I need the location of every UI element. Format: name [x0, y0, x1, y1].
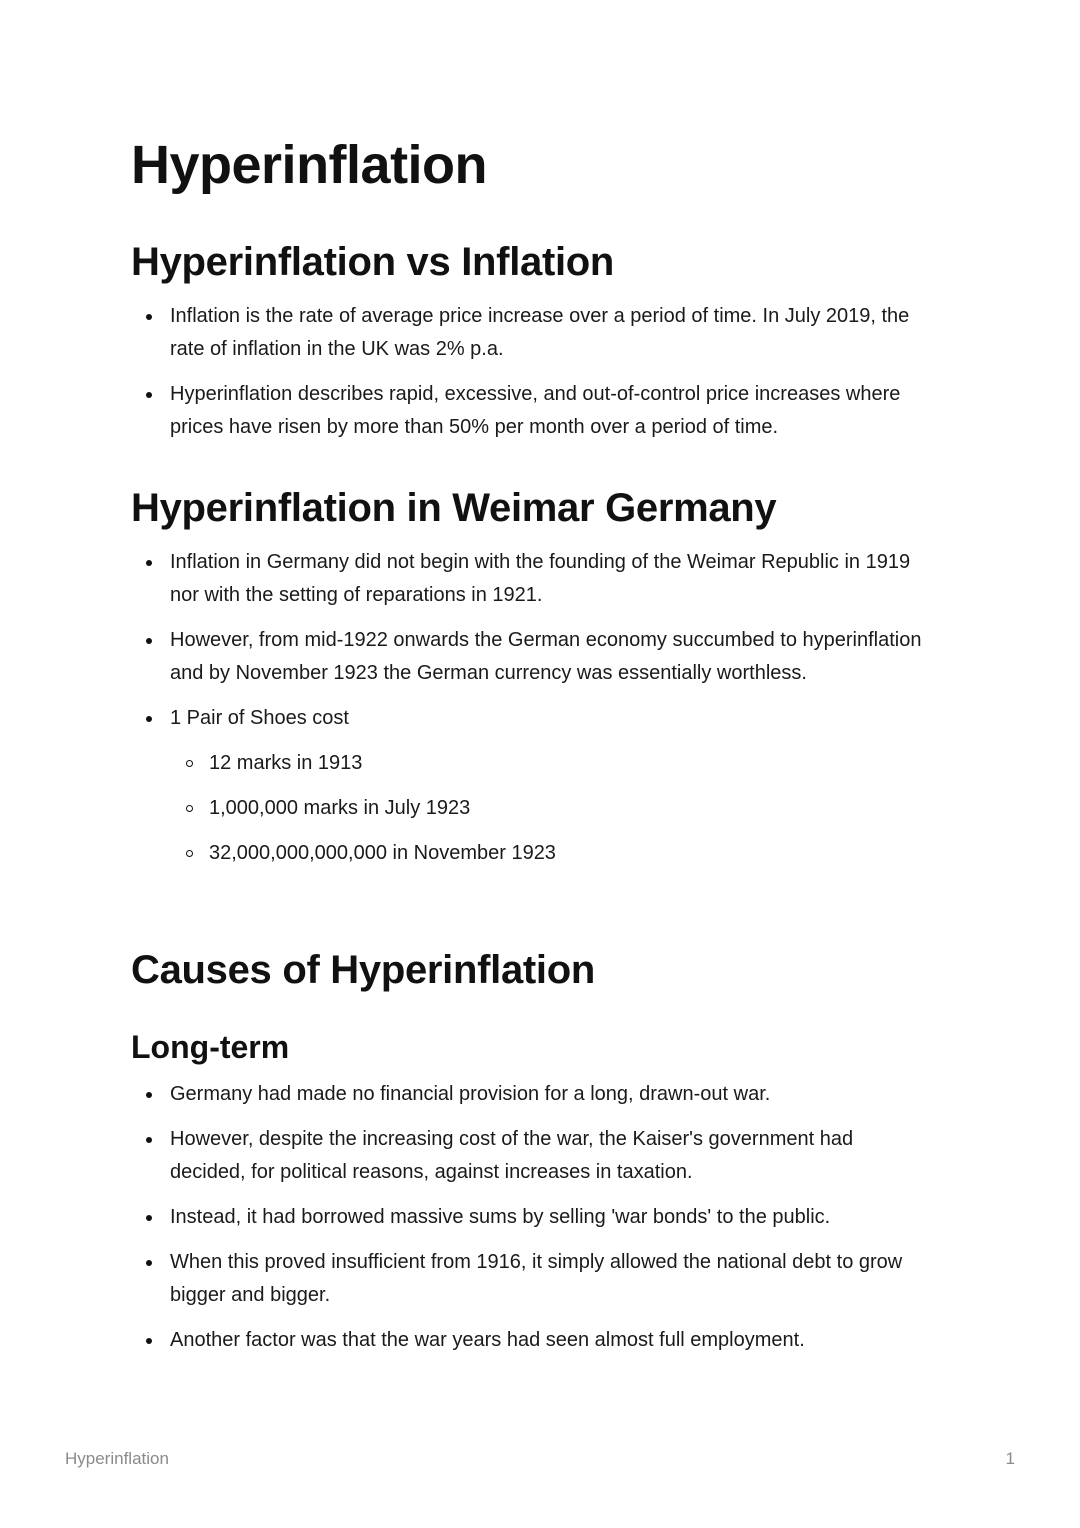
- circle-bullet-icon: [186, 760, 193, 767]
- list-item-text: 12 marks in 1913: [209, 752, 363, 774]
- bullet-icon: [146, 392, 152, 398]
- footer-title: Hyperinflation: [65, 1449, 169, 1468]
- section-heading: Hyperinflation in Weimar Germany: [131, 486, 777, 530]
- bullet-icon: [146, 1092, 152, 1098]
- list-item: [131, 546, 931, 612]
- circle-bullet-icon: [186, 805, 193, 812]
- sub-list-item: [170, 837, 970, 870]
- list-item-text: 32,000,000,000,000 in November 1923: [209, 842, 556, 864]
- list-item: [131, 1201, 931, 1234]
- list-item: [131, 1324, 931, 1357]
- subsection-heading: Long-term: [131, 1029, 290, 1065]
- bullet-icon: [146, 560, 152, 566]
- list-item: [131, 1078, 931, 1111]
- bullet-list: [131, 300, 931, 456]
- bullet-icon: [146, 638, 152, 644]
- list-item-text: When this proved insufficient from 1916, it simply allowed the national debt to grow bigger and bigger.: [170, 1251, 903, 1306]
- bullet-list: [131, 1078, 931, 1369]
- list-item-text: Inflation is the rate of average price increase over a period of time. In July 2019, the rate of inflation in the UK was 2% p.a.: [170, 305, 910, 360]
- list-item: [131, 1246, 931, 1312]
- list-item-text: Hyperinflation describes rapid, excessive, and out-of-control price increases where prices have risen by more than 50% per month over a period of time.: [170, 383, 901, 438]
- list-item-text: Inflation in Germany did not begin with the founding of the Weimar Republic in 1919 nor with the setting of reparations in 1921.: [170, 551, 911, 606]
- list-item-text: Germany had made no financial provision for a long, drawn-out war.: [170, 1083, 771, 1105]
- page-title: Hyperinflation: [131, 135, 488, 195]
- list-item: [131, 1123, 931, 1189]
- bullet-list: [131, 546, 931, 882]
- list-item: [131, 378, 931, 444]
- list-item-text: 1 Pair of Shoes cost: [170, 707, 349, 729]
- list-item-text: Instead, it had borrowed massive sums by selling 'war bonds' to the public.: [170, 1206, 831, 1228]
- section-heading: Hyperinflation vs Inflation: [131, 240, 615, 284]
- bullet-icon: [146, 1260, 152, 1266]
- section-heading: Causes of Hyperinflation: [131, 948, 595, 992]
- list-item: [131, 624, 931, 690]
- list-item: [131, 300, 931, 366]
- circle-bullet-icon: [186, 850, 193, 857]
- list-item-text: Another factor was that the war years had seen almost full employment.: [170, 1329, 805, 1351]
- sub-list-item: [170, 747, 970, 780]
- list-item: [131, 702, 931, 870]
- list-item-text: 1,000,000 marks in July 1923: [209, 797, 471, 819]
- sub-list: [170, 747, 970, 870]
- list-item-text: However, despite the increasing cost of the war, the Kaiser's government had decided, for political reasons, against increases in taxation.: [170, 1128, 854, 1183]
- bullet-icon: [146, 1338, 152, 1344]
- bullet-icon: [146, 1137, 152, 1143]
- page-number: 1: [1005, 1449, 1015, 1468]
- bullet-icon: [146, 1215, 152, 1221]
- bullet-icon: [146, 314, 152, 320]
- list-item-text: However, from mid-1922 onwards the German economy succumbed to hyperinflation and by November 1923 the German currency was essentially worthless.: [170, 629, 922, 684]
- bullet-icon: [146, 716, 152, 722]
- sub-list-item: [170, 792, 970, 825]
